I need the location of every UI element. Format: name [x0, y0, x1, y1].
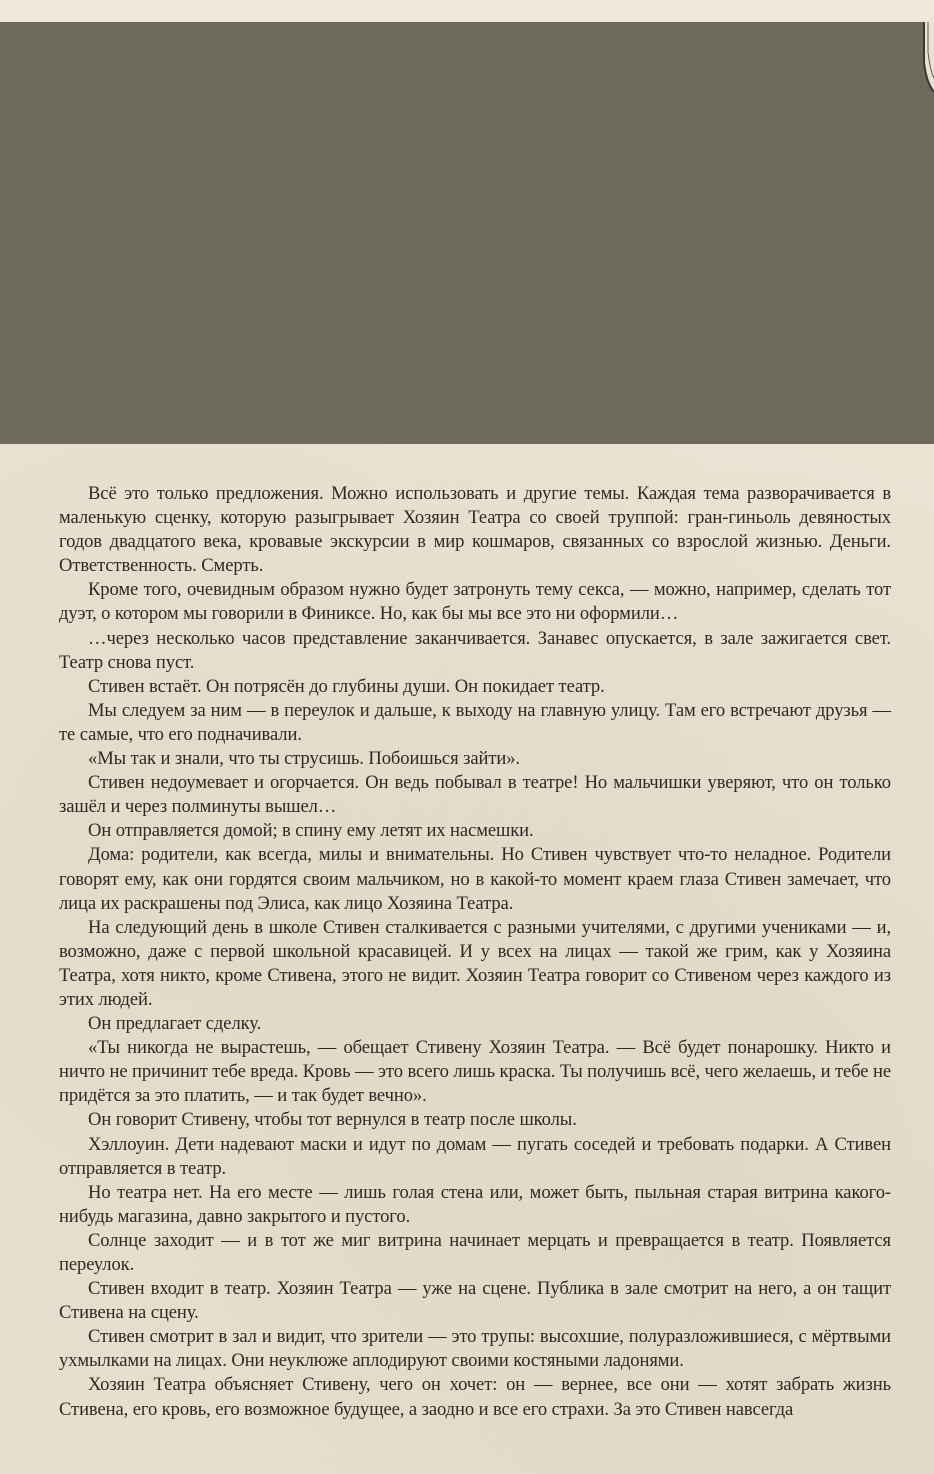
illustration-panel — [0, 22, 934, 444]
paragraph: Он говорит Стивену, чтобы тот вернулся в театр после школы. — [88, 1109, 577, 1131]
paragraph: Всё это только предложения. Можно использовать и другие темы. Каждая тема разворачивается в маленькую сценку, которую разыгрывает Хозяин Театра со своей труппой: гран-гиньоль девяностых годов двадцатого века, кровавые экскурсии в мир кошмаров, связанных со взрослой жизнью. Деньги. Ответственность. Смерть. — [59, 483, 891, 577]
illustration-edge-detail — [918, 22, 934, 92]
paragraph: Солнце заходит — и в тот же миг витрина начинает мерцать и превращается в театр. Появляется переулок. — [59, 1229, 891, 1275]
paragraph: Стивен встаёт. Он потрясён до глубины души. Он покидает театр. — [88, 675, 605, 697]
paragraph: «Ты никогда не вырастешь, — обещает Стивену Хозяин Театра. — Всё будет понарошку. Никто и ничто не причинит тебе вреда. Кровь — это всего лишь краска. Ты получишь всё, чего желаешь, и тебе не придётся за это платить, — и так будет вечно». — [59, 1037, 891, 1107]
paragraph: Стивен смотрит в зал и видит, что зрители — это трупы: высохшие, полуразложившиеся, с мёртвыми ухмылками на лицах. Они неуклюже аплодируют своими костяными ладонями. — [59, 1326, 891, 1372]
paragraph: Стивен недоумевает и огорчается. Он ведь побывал в театре! Но мальчишки уверяют, что он только зашёл и через полминуты вышел… — [59, 772, 891, 818]
paragraph: Стивен входит в театр. Хозяин Театра — уже на сцене. Публика в зале смотрит на него, а он тащит Стивена на сцену. — [59, 1278, 891, 1324]
body-text — [59, 482, 891, 1422]
paragraph: На следующий день в школе Стивен сталкивается с разными учителями, с другими учениками — и, возможно, даже с первой школьной красавицей. И у всех на лицах — такой же грим, как у Хозяина Театра, хотя никто, кроме Стивена, этого не видит. Хозяин Театра говорит со Стивеном через каждого из этих людей. — [59, 916, 891, 1010]
paragraph: Он отправляется домой; в спину ему летят их насмешки. — [88, 820, 534, 842]
paragraph: Кроме того, очевидным образом нужно будет затронуть тему секса, — можно, например, сделать тот дуэт, о котором мы говорили в Финиксе. Но, как бы мы все это ни оформили… — [59, 579, 891, 625]
paragraph: …через несколько часов представление заканчивается. Занавес опускается, в зале зажигается свет. Театр снова пуст. — [59, 627, 891, 673]
paragraph: Он предлагает сделку. — [88, 1013, 262, 1035]
paragraph: Но театра нет. На его месте — лишь голая стена или, может быть, пыльная старая витрина какого-нибудь магазина, давно закрытого и пустого. — [59, 1181, 891, 1227]
paragraph: Хэллоуин. Дети надевают маски и идут по домам — пугать соседей и требовать подарки. А Стивен отправляется в театр. — [59, 1133, 891, 1179]
paragraph: Дома: родители, как всегда, милы и внимательны. Но Стивен чувствует что-то неладное. Родители говорят ему, как они гордятся своим мальчиком, но в какой-то момент краем глаза Стивен замечает, что лица их раскрашены под Элиса, как лицо Хозяина Театра. — [59, 844, 891, 914]
top-margin — [0, 0, 934, 22]
paragraph: «Мы так и знали, что ты струсишь. Побоишься зайти». — [88, 748, 520, 770]
paragraph: Хозяин Театра объясняет Стивену, чего он хочет: он — вернее, все они — хотят забрать жизнь Стивена, его кровь, его возможное будущее, а заодно и все его страхи. За это Стивен навсегда — [59, 1374, 891, 1420]
paragraph: Мы следуем за ним — в переулок и дальше, к выходу на главную улицу. Там его встречают друзья — те самые, что его подначивали. — [59, 699, 891, 745]
